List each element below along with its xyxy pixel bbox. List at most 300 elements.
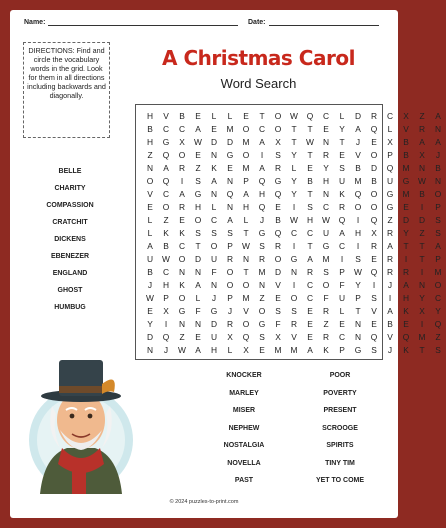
grid-letter[interactable]: S [227,228,233,238]
grid-letter[interactable]: Q [258,202,266,212]
grid-letter[interactable]: S [195,176,201,186]
grid-letter[interactable]: T [307,241,313,251]
grid-letter[interactable]: S [275,150,281,160]
grid-letter[interactable]: S [435,228,441,238]
grid-letter[interactable]: G [210,306,218,316]
grid-letter[interactable]: O [226,267,234,277]
grid-letter[interactable]: E [243,111,249,121]
grid-letter[interactable]: O [258,306,266,316]
grid-letter[interactable]: U [338,293,346,303]
grid-letter[interactable]: R [258,254,266,264]
grid-letter[interactable]: G [354,345,362,355]
grid-letter[interactable]: A [307,254,313,264]
grid-letter[interactable]: X [227,332,233,342]
grid-letter[interactable]: E [275,293,281,303]
grid-letter[interactable]: X [243,345,249,355]
date-field[interactable] [269,18,379,26]
grid-letter[interactable]: E [307,163,313,173]
grid-letter[interactable]: Q [162,150,170,160]
grid-letter[interactable]: G [322,241,330,251]
grid-letter[interactable]: S [259,241,265,251]
grid-letter[interactable]: T [307,189,313,199]
grid-letter[interactable]: T [355,306,361,316]
grid-letter[interactable]: J [259,215,265,225]
grid-letter[interactable]: Q [370,267,378,277]
grid-letter[interactable]: O [194,215,202,225]
grid-letter[interactable]: S [371,293,377,303]
grid-letter[interactable]: G [274,176,282,186]
grid-letter[interactable]: I [356,241,360,251]
grid-letter[interactable]: A [403,280,409,290]
grid-letter[interactable]: C [162,267,170,277]
grid-letter[interactable]: G [386,202,394,212]
grid-letter[interactable]: C [178,124,186,134]
grid-letter[interactable]: B [403,137,409,147]
grid-letter[interactable]: E [147,202,153,212]
grid-letter[interactable]: U [210,332,218,342]
grid-letter[interactable]: B [403,150,409,160]
grid-letter[interactable]: Q [162,176,170,186]
grid-letter[interactable]: E [307,306,313,316]
grid-letter[interactable]: D [210,137,218,147]
grid-letter[interactable]: H [354,228,362,238]
grid-letter[interactable]: D [194,254,202,264]
grid-letter[interactable]: T [307,124,313,134]
grid-letter[interactable]: Q [434,319,442,329]
grid-letter[interactable]: R [386,228,394,238]
grid-letter[interactable]: K [323,345,329,355]
grid-letter[interactable]: C [322,111,330,121]
grid-letter[interactable]: Q [226,189,234,199]
grid-letter[interactable]: L [291,163,297,173]
grid-letter[interactable]: E [195,332,201,342]
grid-letter[interactable]: I [260,150,264,160]
grid-letter[interactable]: O [178,150,186,160]
grid-letter[interactable]: R [178,163,186,173]
grid-letter[interactable]: A [147,241,153,251]
grid-letter[interactable]: M [290,345,298,355]
grid-letter[interactable]: X [371,228,377,238]
grid-letter[interactable]: N [210,150,218,160]
grid-letter[interactable]: T [419,241,425,251]
grid-letter[interactable]: Q [370,332,378,342]
grid-letter[interactable]: J [387,345,393,355]
grid-letter[interactable]: W [194,137,202,147]
grid-letter[interactable]: X [179,137,185,147]
grid-letter[interactable]: E [179,215,185,225]
grid-letter[interactable]: R [226,254,234,264]
grid-letter[interactable]: I [164,319,168,329]
grid-letter[interactable]: Y [339,124,345,134]
grid-letter[interactable]: F [275,319,281,329]
grid-letter[interactable]: O [290,293,298,303]
grid-letter[interactable]: N [194,319,202,329]
grid-letter[interactable]: T [291,124,297,134]
grid-letter[interactable]: O [274,124,282,134]
grid-letter[interactable]: O [178,293,186,303]
grid-letter[interactable]: S [195,228,201,238]
grid-letter[interactable]: K [403,345,409,355]
grid-letter[interactable]: K [211,163,217,173]
grid-letter[interactable]: I [420,267,424,277]
grid-letter[interactable]: B [387,319,393,329]
grid-letter[interactable]: W [290,215,298,225]
grid-letter[interactable]: D [226,137,234,147]
grid-letter[interactable]: O [274,111,282,121]
grid-letter[interactable]: J [435,150,441,160]
grid-letter[interactable]: E [371,137,377,147]
grid-letter[interactable]: D [274,267,282,277]
grid-letter[interactable]: V [147,189,153,199]
grid-letter[interactable]: V [243,306,249,316]
grid-letter[interactable]: Q [354,189,362,199]
grid-letter[interactable]: K [179,228,185,238]
grid-letter[interactable]: N [418,163,426,173]
grid-letter[interactable]: N [226,176,234,186]
grid-letter[interactable]: C [386,111,394,121]
grid-letter[interactable]: Z [387,215,393,225]
grid-letter[interactable]: Z [419,111,425,121]
grid-letter[interactable]: I [292,202,296,212]
grid-letter[interactable]: R [370,111,378,121]
grid-letter[interactable]: Z [179,332,185,342]
grid-letter[interactable]: I [404,254,408,264]
grid-letter[interactable]: P [435,254,441,264]
grid-letter[interactable]: E [307,332,313,342]
grid-letter[interactable]: E [211,124,217,134]
grid-letter[interactable]: O [162,202,170,212]
grid-letter[interactable]: M [354,176,362,186]
grid-letter[interactable]: R [274,163,282,173]
grid-letter[interactable]: O [242,150,250,160]
grid-letter[interactable]: E [307,319,313,329]
grid-letter[interactable]: Y [147,319,153,329]
grid-letter[interactable]: O [434,280,442,290]
grid-letter[interactable]: Q [370,124,378,134]
grid-letter[interactable]: T [419,345,425,355]
grid-letter[interactable]: Z [259,293,265,303]
grid-letter[interactable]: R [274,241,282,251]
grid-letter[interactable]: N [434,124,442,134]
grid-letter[interactable]: E [275,202,281,212]
grid-letter[interactable]: G [226,150,234,160]
grid-letter[interactable]: R [290,319,298,329]
grid-letter[interactable]: W [354,267,362,277]
grid-letter[interactable]: A [163,163,169,173]
grid-letter[interactable]: H [146,111,154,121]
grid-letter[interactable]: N [146,163,154,173]
grid-letter[interactable]: T [403,241,409,251]
grid-letter[interactable]: J [211,293,217,303]
grid-letter[interactable]: F [195,306,201,316]
grid-letter[interactable]: A [307,345,313,355]
grid-letter[interactable]: M [322,254,330,264]
grid-letter[interactable]: K [403,306,409,316]
grid-letter[interactable]: K [179,280,185,290]
grid-letter[interactable]: O [322,280,330,290]
grid-letter[interactable]: A [435,137,441,147]
grid-letter[interactable]: Z [163,215,169,225]
grid-letter[interactable]: B [371,176,377,186]
grid-letter[interactable]: N [178,319,186,329]
grid-letter[interactable]: H [210,345,218,355]
grid-letter[interactable]: R [322,332,330,342]
grid-letter[interactable]: F [339,280,345,290]
grid-letter[interactable]: O [434,189,442,199]
grid-letter[interactable]: H [242,202,250,212]
grid-letter[interactable]: U [386,176,394,186]
grid-letter[interactable]: R [386,267,394,277]
grid-letter[interactable]: Q [402,332,410,342]
grid-letter[interactable]: D [402,215,410,225]
grid-letter[interactable]: B [147,124,153,134]
grid-letter[interactable]: E [227,163,233,173]
grid-letter[interactable]: T [243,267,249,277]
grid-letter[interactable]: R [178,202,186,212]
grid-letter[interactable]: R [402,267,410,277]
grid-letter[interactable]: L [147,215,153,225]
grid-letter[interactable]: N [434,176,442,186]
grid-letter[interactable]: R [322,306,330,316]
grid-letter[interactable]: Z [195,163,201,173]
grid-letter[interactable]: I [340,254,344,264]
grid-letter[interactable]: M [402,163,410,173]
grid-letter[interactable]: A [339,228,345,238]
grid-letter[interactable]: P [163,293,169,303]
grid-letter[interactable]: M [402,189,410,199]
grid-letter[interactable]: K [163,228,169,238]
grid-letter[interactable]: B [179,111,185,121]
grid-letter[interactable]: L [243,215,249,225]
grid-letter[interactable]: N [226,202,234,212]
grid-letter[interactable]: X [403,111,409,121]
grid-letter[interactable]: Y [403,228,409,238]
grid-letter[interactable]: V [163,111,169,121]
grid-letter[interactable]: B [355,163,361,173]
grid-letter[interactable]: S [355,254,361,264]
grid-letter[interactable]: M [242,293,250,303]
grid-letter[interactable]: W [290,111,298,121]
grid-letter[interactable]: S [371,345,377,355]
grid-letter[interactable]: M [434,267,442,277]
grid-letter[interactable]: E [371,319,377,329]
grid-letter[interactable]: P [355,293,361,303]
grid-letter[interactable]: P [339,267,345,277]
grid-letter[interactable]: Q [242,332,250,342]
grid-letter[interactable]: O [178,254,186,264]
grid-letter[interactable]: B [419,189,425,199]
grid-letter[interactable]: Q [386,163,394,173]
grid-letter[interactable]: D [418,215,426,225]
grid-letter[interactable]: P [339,345,345,355]
grid-letter[interactable]: D [354,111,362,121]
grid-letter[interactable]: M [226,124,234,134]
grid-letter[interactable]: Y [291,176,297,186]
grid-letter[interactable]: A [355,124,361,134]
grid-letter[interactable]: V [291,332,297,342]
grid-letter[interactable]: R [370,241,378,251]
grid-letter[interactable]: O [370,202,378,212]
grid-letter[interactable]: E [195,111,201,121]
grid-letter[interactable]: W [162,254,170,264]
grid-letter[interactable]: A [195,124,201,134]
grid-letter[interactable]: I [420,202,424,212]
grid-letter[interactable]: L [227,111,233,121]
grid-letter[interactable]: Q [338,215,346,225]
grid-letter[interactable]: O [210,241,218,251]
grid-letter[interactable]: I [292,280,296,290]
grid-letter[interactable]: N [210,189,218,199]
grid-letter[interactable]: N [258,280,266,290]
grid-letter[interactable]: C [306,280,314,290]
grid-letter[interactable]: C [434,293,442,303]
grid-letter[interactable]: T [307,150,313,160]
grid-letter[interactable]: W [306,137,314,147]
grid-letter[interactable]: B [307,176,313,186]
grid-letter[interactable]: V [403,124,409,134]
grid-letter[interactable]: M [242,163,250,173]
grid-letter[interactable]: C [338,241,346,251]
grid-letter[interactable]: P [227,293,233,303]
grid-letter[interactable]: G [402,176,410,186]
grid-letter[interactable]: R [306,267,314,277]
grid-letter[interactable]: Y [355,280,361,290]
grid-letter[interactable]: Z [419,228,425,238]
grid-letter[interactable]: J [387,280,393,290]
grid-letter[interactable]: N [418,280,426,290]
grid-letter[interactable]: B [147,267,153,277]
grid-letter[interactable]: X [387,137,393,147]
grid-letter[interactable]: S [275,306,281,316]
grid-letter[interactable]: J [147,280,153,290]
grid-letter[interactable]: E [147,306,153,316]
grid-letter[interactable]: U [338,176,346,186]
grid-letter[interactable]: A [243,189,249,199]
grid-letter[interactable]: W [322,215,330,225]
grid-letter[interactable]: K [339,189,345,199]
grid-letter[interactable]: J [227,306,233,316]
grid-letter[interactable]: N [194,267,202,277]
grid-letter[interactable]: H [306,215,314,225]
grid-letter[interactable]: L [339,111,345,121]
grid-letter[interactable]: X [275,137,281,147]
grid-letter[interactable]: S [291,306,297,316]
grid-letter[interactable]: G [194,189,202,199]
grid-letter[interactable]: R [386,254,394,264]
grid-letter[interactable]: Q [370,215,378,225]
grid-letter[interactable]: Q [274,228,282,238]
grid-letter[interactable]: Q [306,111,314,121]
grid-letter[interactable]: H [194,202,202,212]
grid-letter[interactable]: C [258,124,266,134]
grid-letter[interactable]: C [162,189,170,199]
grid-letter[interactable]: E [403,319,409,329]
grid-letter[interactable]: E [403,202,409,212]
grid-letter[interactable]: S [259,332,265,342]
grid-letter[interactable]: M [258,267,266,277]
grid-letter[interactable]: E [323,124,329,134]
grid-letter[interactable]: N [146,345,154,355]
grid-letter[interactable]: V [371,306,377,316]
grid-letter[interactable]: Q [258,176,266,186]
grid-letter[interactable]: O [370,150,378,160]
grid-letter[interactable]: A [211,176,217,186]
grid-letter[interactable]: S [211,228,217,238]
grid-letter[interactable]: T [291,137,297,147]
grid-letter[interactable]: W [178,345,186,355]
grid-letter[interactable]: M [418,332,426,342]
name-field[interactable] [48,18,238,26]
grid-letter[interactable]: E [259,345,265,355]
grid-letter[interactable]: L [195,293,201,303]
grid-letter[interactable]: I [356,215,360,225]
grid-letter[interactable]: E [339,150,345,160]
grid-letter[interactable]: O [242,124,250,134]
grid-letter[interactable]: E [371,254,377,264]
grid-letter[interactable]: N [242,254,250,264]
grid-letter[interactable]: L [211,111,217,121]
grid-letter[interactable]: G [258,319,266,329]
grid-letter[interactable]: H [322,176,330,186]
grid-letter[interactable]: P [435,202,441,212]
grid-letter[interactable]: F [323,293,329,303]
grid-letter[interactable]: I [420,319,424,329]
grid-letter[interactable]: S [339,163,345,173]
grid-letter[interactable]: O [370,189,378,199]
grid-letter[interactable]: Y [419,293,425,303]
grid-letter[interactable]: O [146,176,154,186]
grid-letter[interactable]: X [419,306,425,316]
grid-letter[interactable]: H [162,280,170,290]
grid-letter[interactable]: H [258,189,266,199]
grid-letter[interactable]: E [195,150,201,160]
grid-letter[interactable]: J [163,345,169,355]
grid-letter[interactable]: C [338,332,346,342]
grid-letter[interactable]: A [387,241,393,251]
grid-letter[interactable]: Z [323,319,329,329]
grid-letter[interactable]: N [178,267,186,277]
grid-letter[interactable]: N [210,280,218,290]
grid-letter[interactable]: C [178,241,186,251]
grid-letter[interactable]: X [163,306,169,316]
grid-letter[interactable]: T [243,228,249,238]
grid-letter[interactable]: A [227,215,233,225]
grid-letter[interactable]: N [322,189,330,199]
grid-letter[interactable]: I [180,176,184,186]
grid-letter[interactable]: O [274,254,282,264]
grid-letter[interactable]: B [163,241,169,251]
grid-letter[interactable]: E [339,319,345,329]
grid-letter[interactable]: T [195,241,201,251]
grid-letter[interactable]: H [146,137,154,147]
grid-letter[interactable]: R [338,202,346,212]
grid-letter[interactable]: G [258,228,266,238]
grid-letter[interactable]: J [355,137,361,147]
grid-letter[interactable]: O [226,280,234,290]
grid-letter[interactable]: T [339,137,345,147]
grid-letter[interactable]: Z [147,150,153,160]
grid-letter[interactable]: U [322,228,330,238]
grid-letter[interactable]: V [355,150,361,160]
grid-letter[interactable]: G [290,254,298,264]
grid-letter[interactable]: R [322,150,330,160]
grid-letter[interactable]: W [418,176,426,186]
grid-letter[interactable]: Y [291,189,297,199]
grid-letter[interactable]: T [259,111,265,121]
grid-letter[interactable]: G [386,189,394,199]
grid-letter[interactable]: N [322,137,330,147]
grid-letter[interactable]: N [354,319,362,329]
